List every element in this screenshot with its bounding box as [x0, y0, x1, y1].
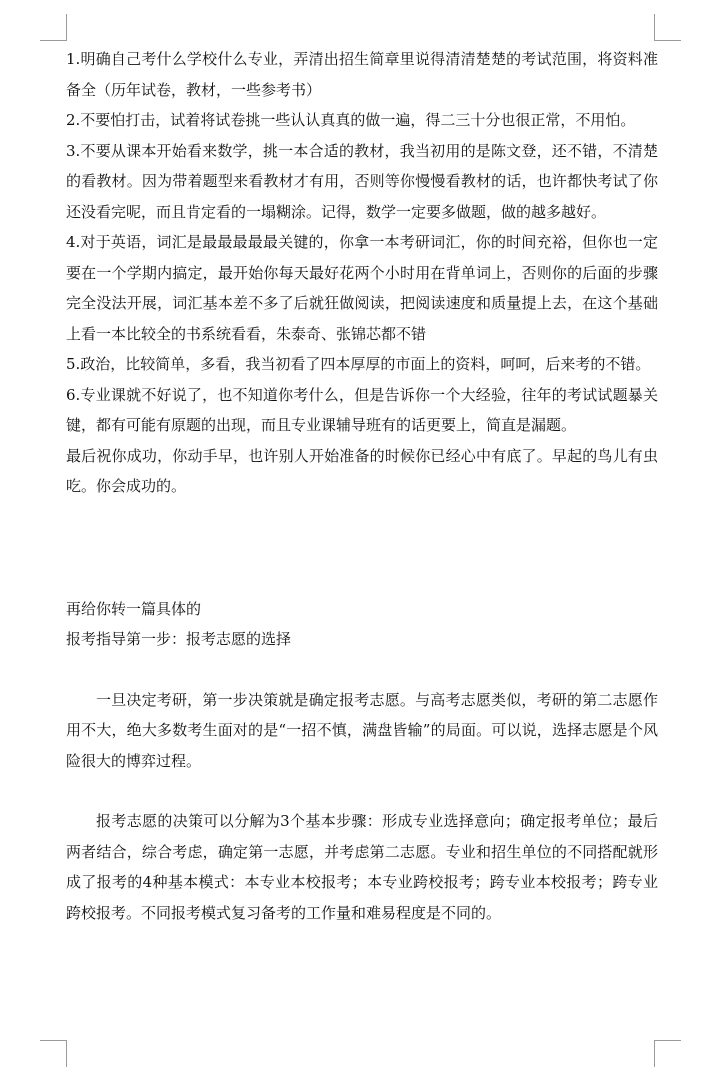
- document-body: [66, 44, 658, 928]
- closing-paragraph: 最后祝你成功，你动手早，也许别人开始准备的时候你已经心中有底了。早起的鸟儿有虫吃。你会成功的。: [66, 446, 658, 495]
- tip-2: 2.不要怕打击，试着将试卷挑一些认认真真的做一遍，得二三十分也很正常，不用怕。: [66, 111, 636, 129]
- spacer: [66, 776, 658, 806]
- body-paragraph-1: 一旦决定考研，第一步决策就是确定报考志愿。与高考志愿类似，考研的第二志愿作用不大，绝大多数考生面对的是“一招不慎，满盘皆输”的局面。可以说，选择志愿是个风险很大的博弈过程。: [66, 690, 658, 770]
- tip-4: 4.对于英语，词汇是最最最最最关键的，你拿一本考研词汇，你的时间充裕，但你也一定要在一个学期内搞定，最开始你每天最好花两个小时用在背单词上，否则你的后面的步骤完全没法开展，词汇基本差不多了后就狂做阅读，把阅读速度和质量提上去，在这个基础上看一本比较全的书系统看看，朱泰奇、张锦芯都不错: [66, 233, 658, 343]
- tip-1: 1.明确自己考什么学校什么专业，弄清出招生简章里说得清清楚楚的考试范围，将资料准备全（历年试卷，教材，一些参考书）: [66, 50, 658, 99]
- tip-6: 6.专业课就不好说了，也不知道你考什么，但是告诉你一个大经验，往年的考试试题暴关键，都有可能有原题的出现，而且专业课辅导班有的话更要上，简直是漏题。: [66, 385, 658, 434]
- spacer: [66, 502, 658, 594]
- transfer-note: 再给你转一篇具体的: [66, 599, 202, 618]
- tip-5: 5.政治，比较简单，多看，我当初看了四本厚厚的市面上的资料，呵呵，后来考的不错。: [66, 355, 651, 373]
- crop-mark-top-right: [654, 14, 681, 41]
- tip-3: 3.不要从课本开始看来数学，挑一本合适的教材，我当初用的是陈文登，还不错，不清楚的看教材。因为带着题型来看教材才有用，否则等你慢慢看教材的话，也许都快考试了你还没看完呢，而且肯定看的一塌糊涂。记得，数学一定要多做题，做的越多越好。: [66, 141, 658, 221]
- crop-mark-bottom-right: [654, 1040, 681, 1067]
- crop-mark-top-left: [40, 14, 67, 41]
- spacer: [66, 655, 658, 685]
- section-title: 报考指导第一步：报考志愿的选择: [66, 630, 292, 648]
- crop-mark-bottom-left: [40, 1040, 67, 1067]
- body-paragraph-2: 报考志愿的决策可以分解为3个基本步骤：形成专业选择意向；确定报考单位；最后两者结合，综合考虑，确定第一志愿，并考虑第二志愿。专业和招生单位的不同搭配就形成了报考的4种基本模式：本专业本校报考；本专业跨校报考；跨专业本校报考；跨专业跨校报考。不同报考模式复习备考的工作量和难易程度是不同的。: [66, 812, 658, 922]
